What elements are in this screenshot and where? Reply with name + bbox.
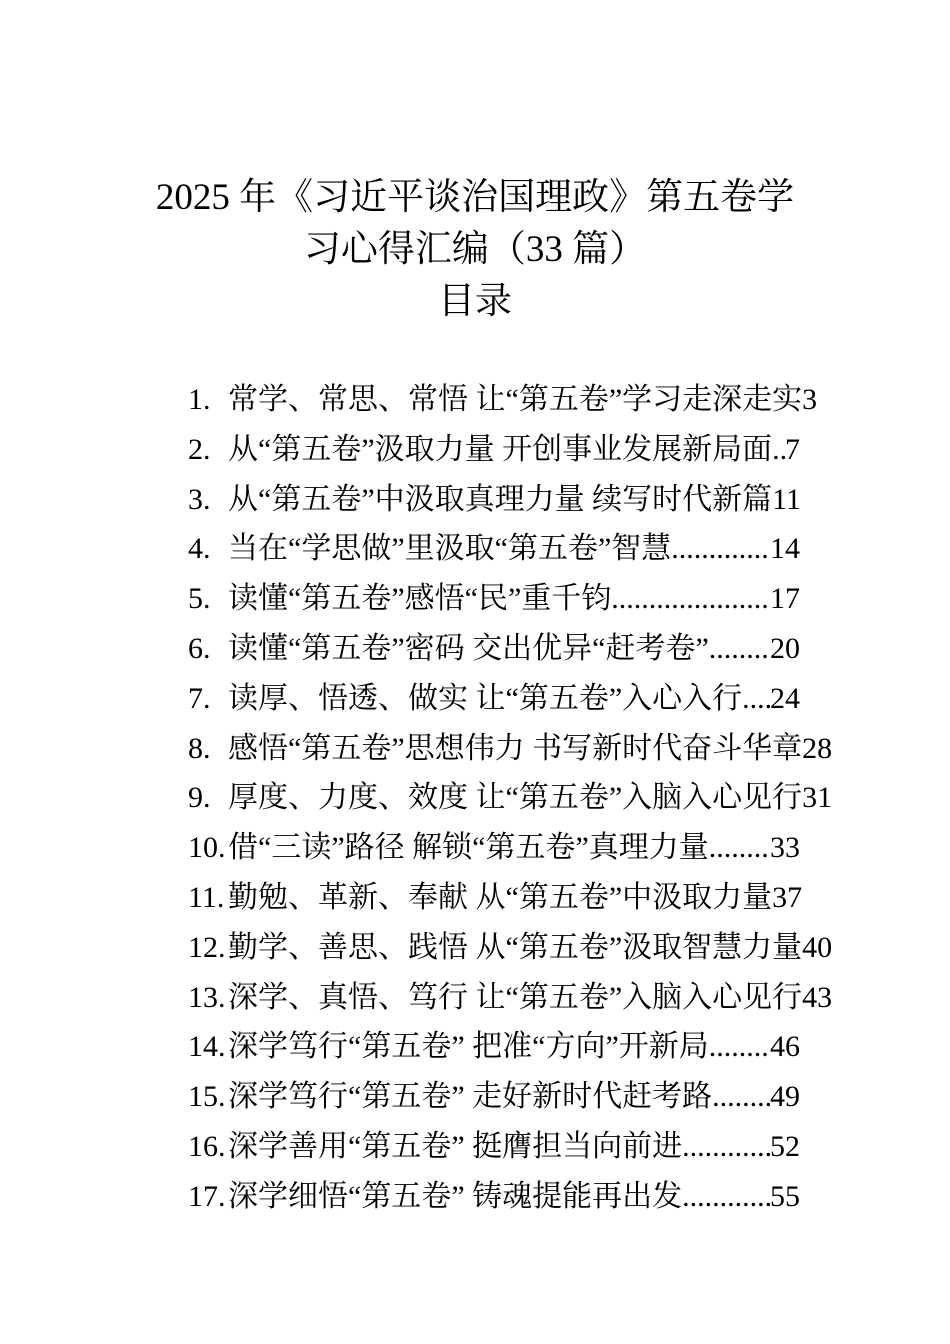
toc-item-title: 深学笃行“第五卷” 走好新时代赶考路 — [228, 1080, 713, 1114]
toc-item — [188, 724, 833, 774]
toc-item-title: 深学细悟“第五卷” 铸魂提能再出发 — [228, 1179, 683, 1213]
toc-dot-leader — [709, 823, 770, 873]
toc-item-number: 17. — [188, 1179, 226, 1213]
toc-dot-leader — [742, 674, 770, 724]
toc-item-title: 借“三读”路径 解锁“第五卷”真理力量 — [228, 831, 709, 865]
toc-item — [188, 773, 833, 823]
toc-item — [188, 375, 818, 425]
toc-page-number: 40 — [802, 930, 833, 964]
toc-item — [188, 923, 833, 973]
toc-item — [188, 1022, 800, 1072]
toc-dot-leader — [611, 574, 770, 624]
toc-item-number: 7. — [188, 681, 211, 715]
toc-item — [188, 1072, 800, 1122]
toc-item — [188, 624, 800, 674]
toc-page-number: 37 — [772, 880, 803, 914]
toc-item-number: 3. — [188, 482, 211, 516]
toc-dot-leader — [682, 1172, 770, 1222]
toc-item-number: 1. — [188, 383, 211, 416]
toc-dot-leader — [772, 425, 785, 475]
toc-item-title: 常学、常思、常悟 让“第五卷”学习走深走实 — [228, 383, 803, 416]
toc-item-title: 读厚、悟透、做实 让“第五卷”入心入行 — [228, 681, 743, 715]
toc-item-number: 5. — [188, 582, 211, 616]
toc-dot-leader — [671, 524, 770, 574]
toc-item-number: 8. — [188, 731, 211, 765]
toc-item-title: 读懂“第五卷”密码 交出优异“赶考卷” — [228, 631, 709, 665]
toc-item-title: 读懂“第五卷”感悟“民”重千钧 — [228, 582, 612, 616]
toc-item-number: 11. — [188, 880, 225, 914]
toc-dot-leader — [712, 1072, 770, 1122]
toc-item — [188, 973, 833, 1023]
toc-item — [188, 873, 803, 923]
toc-item-number: 2. — [188, 432, 211, 466]
toc-item — [188, 524, 800, 574]
toc-item — [188, 574, 800, 624]
toc-item-title: 深学、真悟、笃行 让“第五卷”入脑入心见行 — [228, 980, 803, 1014]
toc-item-title: 勤勉、革新、奉献 从“第五卷”中汲取力量 — [228, 880, 773, 914]
toc-item-number: 14. — [188, 1030, 226, 1064]
toc-page-number: 52 — [770, 1129, 800, 1163]
toc-page-number: 28 — [802, 731, 833, 765]
toc-item-title: 感悟“第五卷”思想伟力 书写新时代奋斗华章 — [228, 731, 803, 765]
toc-item-title: 当在“学思做”里汲取“第五卷”智慧 — [228, 532, 672, 566]
toc-item — [188, 674, 800, 724]
toc-item-number: 4. — [188, 532, 211, 566]
toc-item — [188, 1172, 800, 1222]
toc-heading: 目录 — [438, 281, 512, 322]
toc-page-number: 43 — [802, 980, 833, 1014]
toc-page-number: 31 — [802, 781, 833, 815]
toc-page-number: 14 — [770, 532, 800, 566]
toc-item-title: 厚度、力度、效度 让“第五卷”入脑入心见行 — [228, 781, 803, 815]
toc-item-title: 从“第五卷”中汲取真理力量 续写时代新篇 — [228, 482, 773, 516]
page-title-line-2: 习心得汇编（33 篇） — [303, 229, 647, 270]
toc-page-number: 49 — [770, 1080, 800, 1114]
toc-item-title: 勤学、善思、践悟 从“第五卷”汲取智慧力量 — [228, 930, 803, 964]
toc-dot-leader — [682, 1122, 770, 1172]
toc-item-number: 10. — [188, 831, 226, 865]
toc-item-number: 16. — [188, 1129, 226, 1163]
toc-page-number: 17 — [770, 582, 800, 616]
toc-page-number: 33 — [770, 831, 800, 865]
toc-dot-leader — [709, 624, 770, 674]
toc-page-number: 46 — [770, 1030, 800, 1064]
toc-item — [188, 425, 800, 475]
toc-page-number: 7 — [785, 432, 800, 466]
toc-page-number: 55 — [770, 1179, 800, 1213]
toc-item-title: 深学善用“第五卷” 挺膺担当向前进 — [228, 1129, 683, 1163]
toc-page-number: 3 — [802, 383, 818, 416]
toc-item-title: 深学笃行“第五卷” 把准“方向”开新局 — [228, 1030, 709, 1064]
toc-page-number: 24 — [770, 681, 800, 715]
toc-item-title: 从“第五卷”汲取力量 开创事业发展新局面 — [228, 432, 773, 466]
toc-item-number: 6. — [188, 631, 211, 665]
toc-dot-leader — [709, 1022, 770, 1072]
page-title-line-1: 2025 年《习近平谈治国理政》第五卷学 — [155, 177, 795, 218]
toc-item — [188, 1122, 800, 1172]
toc-item-number: 9. — [188, 781, 211, 815]
toc-page-number: 11 — [772, 482, 802, 516]
toc-list — [188, 375, 833, 1222]
toc-page-number: 20 — [770, 631, 800, 665]
page-title — [150, 172, 800, 328]
toc-item-number: 13. — [188, 980, 226, 1014]
toc-item-number: 15. — [188, 1080, 226, 1114]
toc-item — [188, 475, 800, 525]
toc-item — [188, 823, 800, 873]
toc-item-number: 12. — [188, 930, 226, 964]
